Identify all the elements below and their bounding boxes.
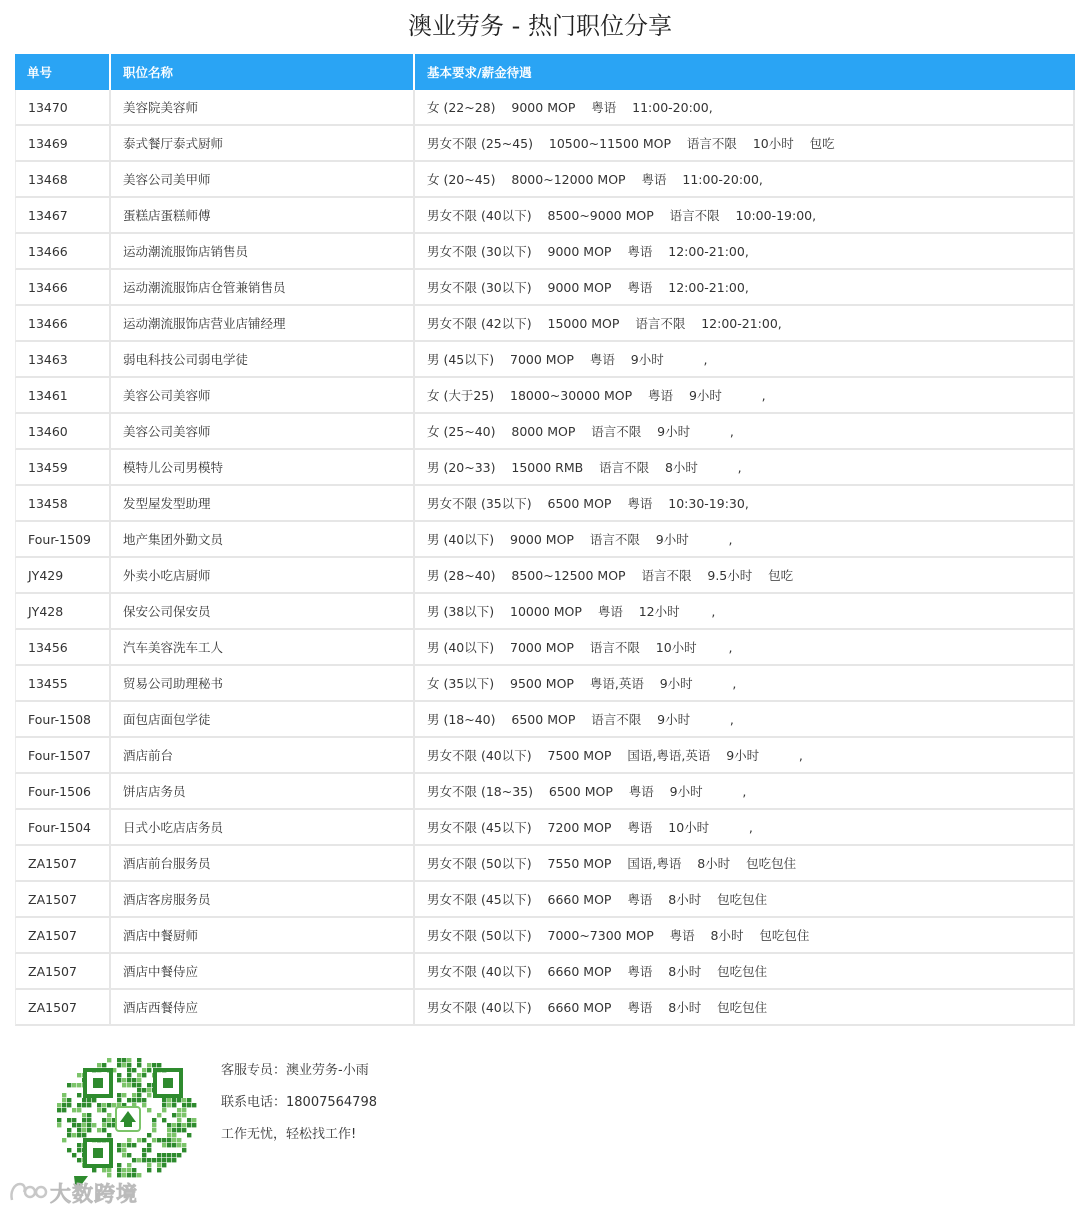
watermark-text: 大数跨境 [50,1182,138,1206]
cell-order-no: 13459 [15,450,111,486]
cell-order-no: 13469 [15,126,111,162]
table-row [15,774,1075,810]
cell-requirements: 男女不限 (25~45) 10500~11500 MOP 语言不限 10小时 包吃 [415,126,1075,162]
cell-position-name: 地产集团外勤文员 [111,522,415,558]
cell-order-no: ZA1507 [15,882,111,918]
cell-position-name: 日式小吃店店务员 [111,810,415,846]
cell-order-no: Four-1508 [15,702,111,738]
table-row [15,666,1075,702]
table-row [15,630,1075,666]
table-header-row [15,54,1075,90]
cell-order-no: JY428 [15,594,111,630]
table-row [15,270,1075,306]
table-row [15,378,1075,414]
table-row [15,90,1075,126]
cell-requirements: 男 (45以下) 7000 MOP 粤语 9小时 , [415,342,1075,378]
cell-requirements: 男女不限 (40以下) 6660 MOP 粤语 8小时 包吃包住 [415,954,1075,990]
cell-position-name: 外卖小吃店厨师 [111,558,415,594]
table-row [15,882,1075,918]
page-title: 澳业劳务 - 热门职位分享 [408,12,672,40]
contact-info [221,1062,377,1158]
cell-order-no: JY429 [15,558,111,594]
table-row [15,918,1075,954]
cell-requirements: 女 (22~28) 9000 MOP 粤语 11:00-20:00, [415,90,1075,126]
cell-position-name: 饼店店务员 [111,774,415,810]
cell-requirements: 女 (20~45) 8000~12000 MOP 粤语 11:00-20:00, [415,162,1075,198]
cell-requirements: 男 (20~33) 15000 RMB 语言不限 8小时 , [415,450,1075,486]
cell-requirements: 男 (40以下) 7000 MOP 语言不限 10小时 , [415,630,1075,666]
contact-slogan: 工作无忧，轻松找工作! [221,1127,357,1142]
table-row [15,594,1075,630]
cell-position-name: 酒店前台服务员 [111,846,415,882]
cell-position-name: 美容院美容师 [111,90,415,126]
cell-position-name: 保安公司保安员 [111,594,415,630]
table-row [15,810,1075,846]
cell-position-name: 蛋糕店蛋糕师傅 [111,198,415,234]
cell-requirements: 男女不限 (35以下) 6500 MOP 粤语 10:30-19:30, [415,486,1075,522]
cell-order-no: 13468 [15,162,111,198]
cell-order-no: 13466 [15,306,111,342]
table-row [15,306,1075,342]
cell-requirements: 男 (38以下) 10000 MOP 粤语 12小时 , [415,594,1075,630]
cell-position-name: 美容公司美甲师 [111,162,415,198]
cell-order-no: 13463 [15,342,111,378]
footer [0,1052,1080,1213]
cell-position-name: 面包店面包学徒 [111,702,415,738]
cell-order-no: ZA1507 [15,846,111,882]
cell-position-name: 美容公司美容师 [111,414,415,450]
contact-phone: 联系电话：18007564798 [221,1095,377,1110]
jobs-table [15,54,1075,1026]
cell-position-name: 贸易公司助理秘书 [111,666,415,702]
cell-requirements: 男女不限 (30以下) 9000 MOP 粤语 12:00-21:00, [415,234,1075,270]
cell-requirements: 女 (35以下) 9500 MOP 粤语,英语 9小时 , [415,666,1075,702]
cell-requirements: 男女不限 (50以下) 7550 MOP 国语,粤语 8小时 包吃包住 [415,846,1075,882]
header-requirements: 基本要求/薪金待遇 [415,54,1075,90]
cell-order-no: 13467 [15,198,111,234]
cell-position-name: 美容公司美容师 [111,378,415,414]
table-row [15,846,1075,882]
cell-order-no: 13455 [15,666,111,702]
cell-order-no: 13461 [15,378,111,414]
table-row [15,522,1075,558]
cell-requirements: 男 (18~40) 6500 MOP 语言不限 9小时 , [415,702,1075,738]
cell-requirements: 男女不限 (45以下) 6660 MOP 粤语 8小时 包吃包住 [415,882,1075,918]
cell-position-name: 酒店客房服务员 [111,882,415,918]
cell-order-no: 13456 [15,630,111,666]
cell-requirements: 男女不限 (50以下) 7000~7300 MOP 粤语 8小时 包吃包住 [415,918,1075,954]
cell-order-no: ZA1507 [15,918,111,954]
cell-position-name: 发型屋发型助理 [111,486,415,522]
table-row [15,558,1075,594]
cell-order-no: 13460 [15,414,111,450]
cell-order-no: 13466 [15,234,111,270]
cell-position-name: 运动潮流服饰店营业店铺经理 [111,306,415,342]
cell-position-name: 酒店前台 [111,738,415,774]
cell-order-no: 13466 [15,270,111,306]
cell-order-no: ZA1507 [15,990,111,1026]
table-row [15,738,1075,774]
cell-position-name: 运动潮流服饰店销售员 [111,234,415,270]
table-row [15,450,1075,486]
cell-position-name: 泰式餐厅泰式厨师 [111,126,415,162]
cell-requirements: 男女不限 (18~35) 6500 MOP 粤语 9小时 , [415,774,1075,810]
table-row [15,990,1075,1026]
cell-requirements: 男女不限 (40以下) 8500~9000 MOP 语言不限 10:00-19:00, [415,198,1075,234]
cell-position-name: 弱电科技公司弱电学徒 [111,342,415,378]
watermark-logo-icon [8,1180,48,1204]
cell-requirements: 男 (28~40) 8500~12500 MOP 语言不限 9.5小时 包吃 [415,558,1075,594]
cell-position-name: 酒店中餐厨师 [111,918,415,954]
qr-code [55,1056,200,1180]
table-row [15,954,1075,990]
cell-requirements: 男女不限 (30以下) 9000 MOP 粤语 12:00-21:00, [415,270,1075,306]
contact-agent: 客服专员：澳业劳务-小雨 [221,1063,369,1078]
table-row [15,234,1075,270]
cell-requirements: 女 (25~40) 8000 MOP 语言不限 9小时 , [415,414,1075,450]
cell-order-no: Four-1509 [15,522,111,558]
table-row [15,702,1075,738]
cell-requirements: 男 (40以下) 9000 MOP 语言不限 9小时 , [415,522,1075,558]
cell-order-no: 13470 [15,90,111,126]
cell-position-name: 酒店西餐侍应 [111,990,415,1026]
table-row [15,414,1075,450]
cell-requirements: 男女不限 (40以下) 7500 MOP 国语,粤语,英语 9小时 , [415,738,1075,774]
table-row [15,162,1075,198]
cell-order-no: Four-1504 [15,810,111,846]
cell-order-no: Four-1507 [15,738,111,774]
cell-position-name: 运动潮流服饰店仓管兼销售员 [111,270,415,306]
cell-requirements: 男女不限 (40以下) 6660 MOP 粤语 8小时 包吃包住 [415,990,1075,1026]
table-row [15,342,1075,378]
cell-requirements: 男女不限 (42以下) 15000 MOP 语言不限 12:00-21:00, [415,306,1075,342]
table-row [15,198,1075,234]
cell-position-name: 汽车美容洗车工人 [111,630,415,666]
jobs-table-body [15,90,1075,1026]
cell-order-no: ZA1507 [15,954,111,990]
header-order-no: 单号 [15,54,111,90]
cell-order-no: 13458 [15,486,111,522]
cell-requirements: 女 (大于25) 18000~30000 MOP 粤语 9小时 , [415,378,1075,414]
cell-requirements: 男女不限 (45以下) 7200 MOP 粤语 10小时 , [415,810,1075,846]
header-position-name: 职位名称 [111,54,415,90]
cell-position-name: 酒店中餐侍应 [111,954,415,990]
table-row [15,486,1075,522]
table-row [15,126,1075,162]
cell-order-no: Four-1506 [15,774,111,810]
cell-position-name: 模特儿公司男模特 [111,450,415,486]
